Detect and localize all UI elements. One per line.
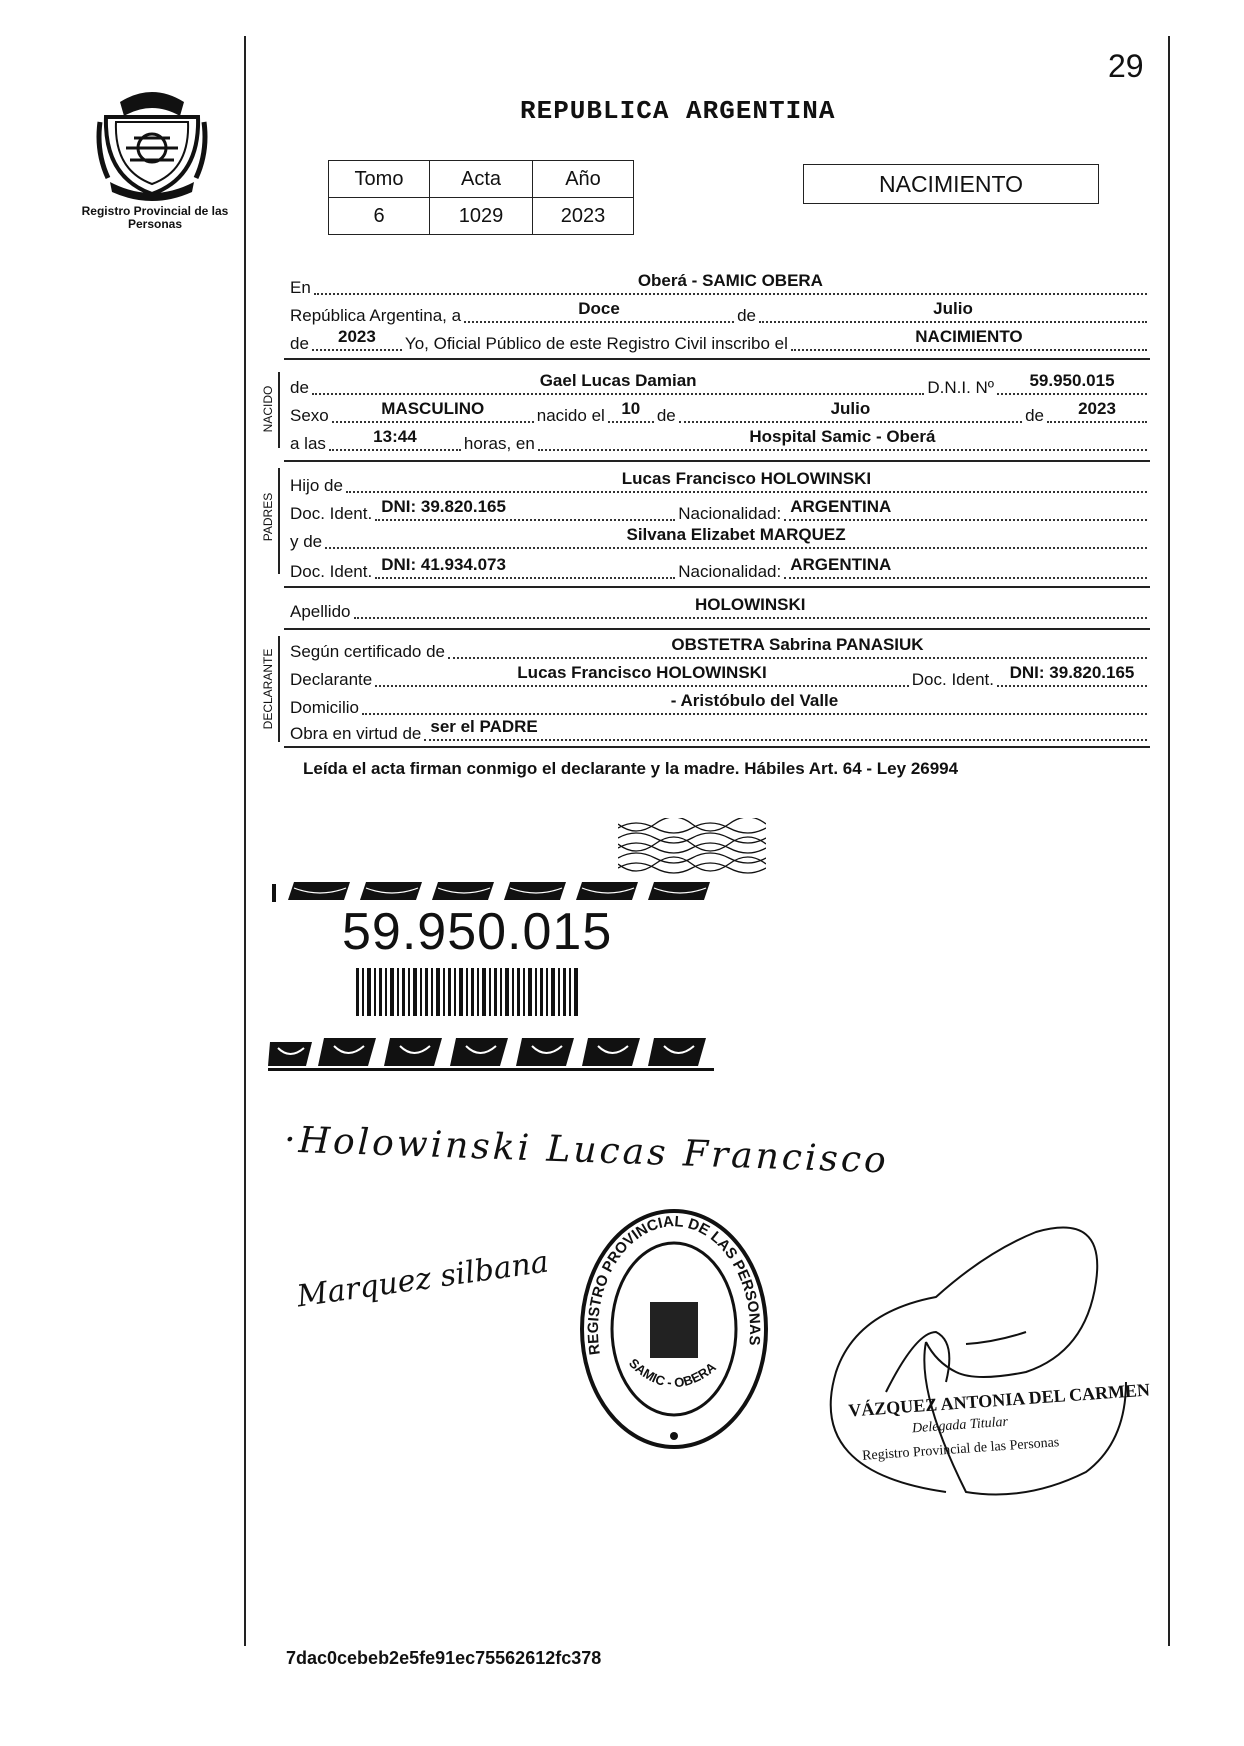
- registry-logo-caption: Registro Provincial de las Personas: [81, 204, 229, 231]
- provincial-coat-of-arms-logo: [96, 82, 208, 202]
- apellido-value: HOLOWINSKI: [695, 595, 806, 614]
- row-republica: República Argentina, a Doce de Julio: [290, 300, 1150, 326]
- declarant-handwritten-signature: ·Holowinski Lucas Francisco: [283, 1119, 890, 1182]
- inscribo-value: NACIMIENTO: [915, 327, 1023, 346]
- birth-place-value: Hospital Samic - Oberá: [749, 427, 936, 446]
- day-value: Doce: [578, 299, 620, 318]
- section-divider: [284, 746, 1150, 748]
- document-title: REPUBLICA ARGENTINA: [520, 96, 836, 126]
- child-dni-value: 59.950.015: [1029, 371, 1115, 390]
- barcode: [356, 968, 578, 1016]
- right-margin-line: [1168, 36, 1170, 1646]
- row-declarante: Declarante Lucas Francisco HOLOWINSKI Doc. Ident. DNI: 39.820.165: [290, 664, 1150, 690]
- child-name-value: Gael Lucas Damian: [539, 371, 697, 390]
- security-pattern-stamp: [618, 818, 766, 874]
- mother-handwritten-signature: Marquez silbana: [294, 1244, 551, 1315]
- row-sexo: Sexo MASCULINO nacido el 10 de Julio de 2023: [290, 400, 1150, 426]
- svg-text:REGISTRO PROVINCIAL DE LAS PER: REGISTRO PROVINCIAL DE LAS PERSONAS: [584, 1213, 764, 1356]
- security-band-bottom: [268, 1034, 716, 1074]
- row-segun: Según certificado de OBSTETRA Sabrina PANASIUK: [290, 636, 1150, 662]
- father-nationality-value: ARGENTINA: [790, 497, 892, 516]
- year-value: 2023: [338, 327, 376, 346]
- row-child-name: de Gael Lucas Damian D.N.I. Nº 59.950.015: [290, 372, 1150, 398]
- row-apellido: Apellido HOLOWINSKI: [290, 596, 1150, 622]
- row-hora: a las 13:44 horas, en Hospital Samic - Oberá: [290, 428, 1150, 454]
- row-yo: de 2023 Yo, Oficial Público de este Registro Civil inscribo el NACIMIENTO: [290, 328, 1150, 354]
- document-hash: 7dac0cebeb2e5fe91ec75562612fc378: [286, 1648, 602, 1668]
- official-title: Delegada Titular: [911, 1414, 1009, 1437]
- section-divider: [284, 358, 1150, 360]
- tomo-value: 6: [329, 198, 430, 235]
- mother-doc-value: DNI: 41.934.073: [381, 555, 506, 574]
- padres-section-label: PADRES: [261, 492, 275, 542]
- place-value: Oberá - SAMIC OBERA: [637, 271, 823, 290]
- father-name-value: Lucas Francisco HOLOWINSKI: [621, 469, 872, 488]
- row-en: En Oberá - SAMIC OBERA: [290, 272, 1150, 298]
- row-obra: Obra en virtud de ser el PADRE: [290, 718, 1150, 744]
- row-father-doc: Doc. Ident. DNI: 39.820.165 Nacionalidad: ARGENTINA: [290, 498, 1150, 524]
- sexo-value: MASCULINO: [381, 399, 485, 418]
- father-doc-value: DNI: 39.820.165: [381, 497, 506, 516]
- section-divider: [284, 586, 1150, 588]
- row-mother: y de Silvana Elizabet MARQUEZ: [290, 526, 1150, 552]
- official-signature-scribble: [826, 1192, 1146, 1522]
- row-father: Hijo de Lucas Francisco HOLOWINSKI: [290, 470, 1150, 496]
- row-mother-doc: Doc. Ident. DNI: 41.934.073 Nacionalidad: ARGENTINA: [290, 556, 1150, 582]
- record-type-box: NACIMIENTO: [803, 164, 1099, 204]
- anio-header: Año: [533, 161, 634, 198]
- official-name: VÁZQUEZ ANTONIA DEL CARMEN: [847, 1379, 1151, 1421]
- birth-month-value: Julio: [830, 399, 871, 418]
- legal-statement: Leída el acta firman conmigo el declarante y la madre. Hábiles Art. 64 - Ley 26994: [303, 759, 959, 778]
- tomo-header: Tomo: [329, 161, 430, 198]
- acta-value: 1029: [430, 198, 533, 235]
- anio-value: 2023: [533, 198, 634, 235]
- domicilio-value: - Aristóbulo del Valle: [670, 691, 839, 710]
- nacido-section-label: NACIDO: [261, 385, 275, 433]
- left-margin-line: [244, 36, 246, 1646]
- obra-value: ser el PADRE: [430, 717, 538, 736]
- stamped-dni-number: 59.950.015: [342, 903, 613, 961]
- birth-time-value: 13:44: [373, 427, 417, 446]
- record-reference-table: [328, 160, 634, 235]
- page-number: 29: [1108, 48, 1144, 84]
- declarant-doc-value: DNI: 39.820.165: [1009, 663, 1135, 682]
- svg-text:SAMIC - OBERA: SAMIC - OBERA: [626, 1355, 719, 1391]
- certificate-value: OBSTETRA Sabrina PANASIUK: [671, 635, 924, 654]
- section-divider: [284, 628, 1150, 630]
- official-circular-seal: [576, 1204, 772, 1454]
- birth-year-value: 2023: [1078, 399, 1116, 418]
- month-value: Julio: [933, 299, 973, 318]
- declarante-section-label: DECLARANTE: [261, 648, 275, 730]
- declarant-value: Lucas Francisco HOLOWINSKI: [517, 663, 767, 682]
- official-organization: Registro Provincial de las Personas: [861, 1435, 1060, 1464]
- birth-day-value: 10: [621, 399, 641, 418]
- mother-nationality-value: ARGENTINA: [790, 555, 892, 574]
- mother-name-value: Silvana Elizabet MARQUEZ: [626, 525, 846, 544]
- section-divider: [284, 460, 1150, 462]
- acta-header: Acta: [430, 161, 533, 198]
- row-domicilio: Domicilio - Aristóbulo del Valle: [290, 692, 1150, 718]
